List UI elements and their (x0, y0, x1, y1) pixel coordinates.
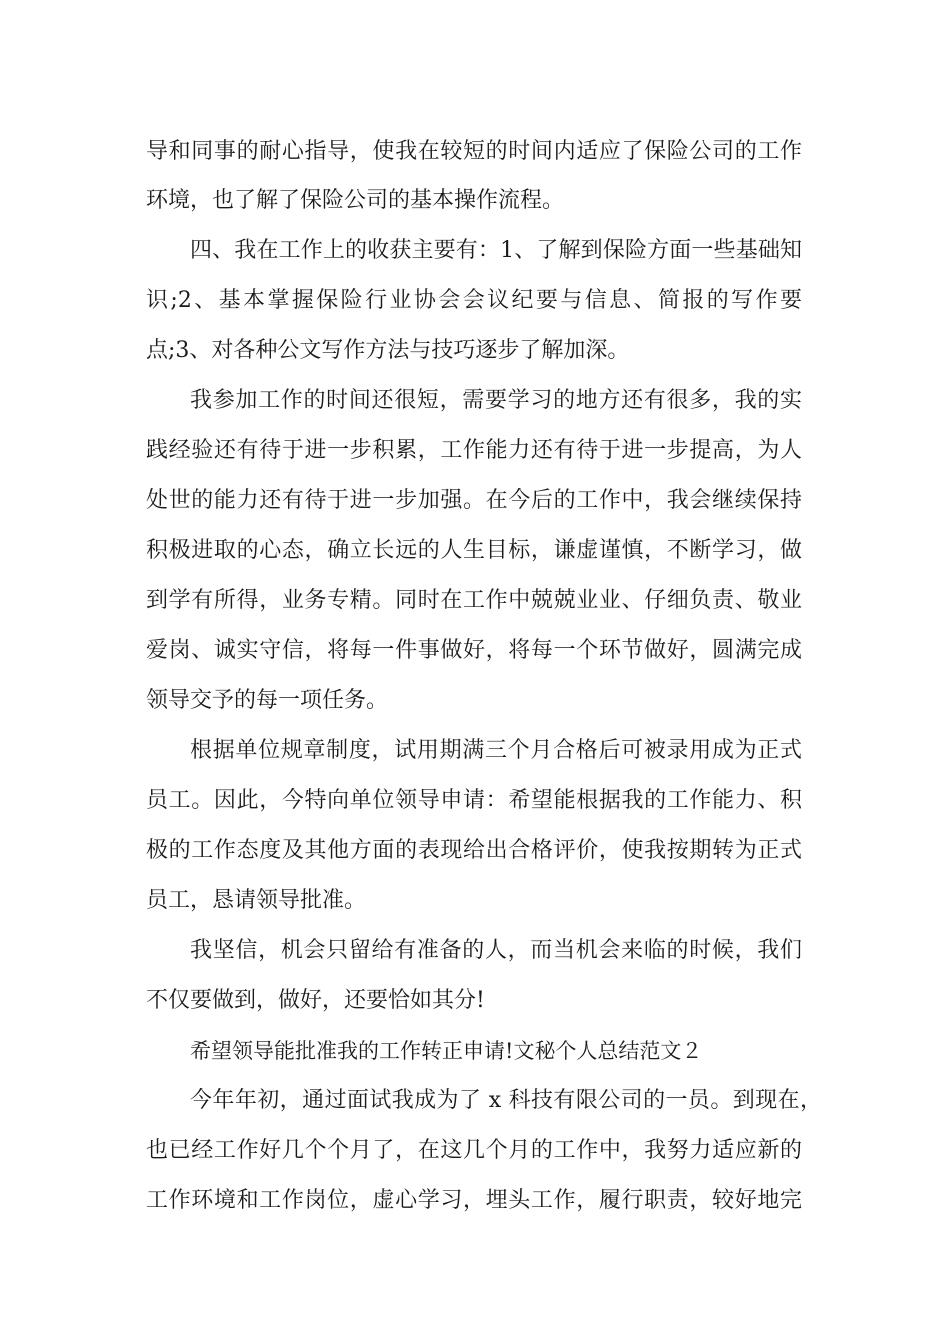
text-line: 根据单位规章制度，试用期满三个月合格后可被录用成为正式 (190, 738, 802, 763)
text-line: 点;3、对各种公文写作方法与技巧逐步了解加深。 (146, 338, 630, 363)
text-line: 极的工作态度及其他方面的表现给出合格评价，使我按期转为正式 (146, 838, 802, 863)
text-line: 践经验还有待于进一步积累，工作能力还有待于进一步提高，为人 (146, 438, 802, 463)
text-line: 四、我在工作上的收获主要有：1、了解到保险方面一些基础知 (190, 238, 802, 263)
text-line: 我参加工作的时间还很短，需要学习的地方还有很多，我的实 (190, 388, 802, 413)
text-line: 导和同事的耐心指导，使我在较短的时间内适应了保险公司的工作 (146, 139, 802, 164)
text-line: 也已经工作好几个个月了，在这几个月的工作中，我努力适应新的 (146, 1138, 802, 1163)
text-line: 处世的能力还有待于进一步加强。在今后的工作中，我会继续保持 (146, 488, 802, 513)
text-line: 员工。因此，今特向单位领导申请：希望能根据我的工作能力、积 (146, 788, 802, 813)
text-line: 工作环境和工作岗位，虚心学习，埋头工作，履行职责，较好地完 (146, 1188, 802, 1213)
section-heading-line: 希望领导能批准我的工作转正申请!文秘个人总结范文２ (190, 1039, 703, 1063)
text-line: 积极进取的心态，确立长远的人生目标，谦虚谨慎，不断学习，做 (146, 538, 802, 563)
text-line: 爱岗、诚实守信，将每一件事做好，将每一个环节做好，圆满完成 (146, 638, 802, 663)
text-line: 识;2、基本掌握保险行业协会会议纪要与信息、简报的写作要 (146, 288, 802, 313)
text-line: 不仅要做到，做好，还要恰如其分! (146, 988, 485, 1013)
text-line: 环境，也了解了保险公司的基本操作流程。 (146, 188, 565, 213)
text-line: 到学有所得，业务专精。同时在工作中兢兢业业、仔细负责、敬业 (146, 588, 802, 613)
text-line: 领导交予的每一项任务。 (146, 688, 389, 713)
text-line: 员工，恳请领导批准。 (146, 888, 367, 913)
text-line: 今年年初，通过面试我成为了 x 科技有限公司的一员。到现在， (190, 1088, 822, 1113)
text-line: 我坚信，机会只留给有准备的人，而当机会来临的时候，我们 (190, 938, 802, 963)
